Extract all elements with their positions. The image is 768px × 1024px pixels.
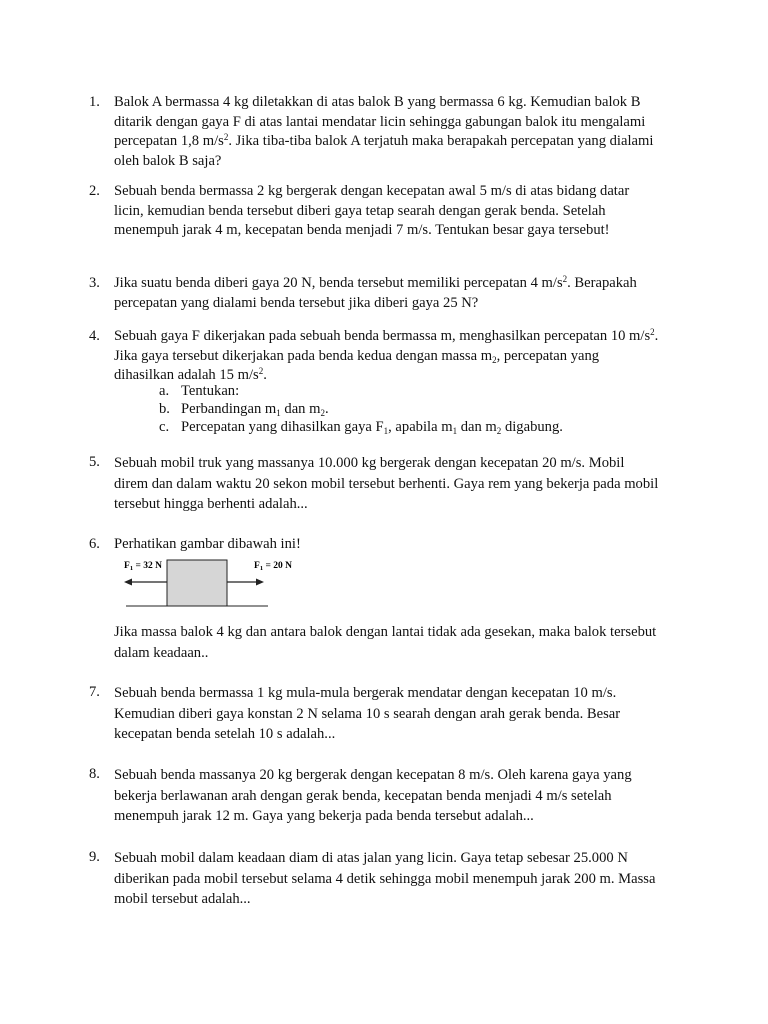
- question-number: 4.: [89, 328, 100, 344]
- text-line: ditarik dengan gaya F di atas lantai mendatar licin sehingga gabungan balok itu mengalami: [114, 113, 646, 130]
- superscript: 2: [258, 366, 264, 376]
- text-line: menempuh jarak 12 m. Gaya yang bekerja pada benda tersebut adalah...: [114, 808, 534, 824]
- text-segment: Jika suatu benda diberi gaya 20 N, benda tersebut memiliki percepatan 4 m/s: [114, 275, 563, 291]
- question-number: 9.: [89, 849, 100, 865]
- text-line: dalam keadaan..: [114, 644, 209, 661]
- text-line: Sebuah benda bermassa 2 kg bergerak dengan kecepatan awal 5 m/s di atas bidang datar: [114, 183, 630, 199]
- text-segment: dihasilkan adalah 15 m/s: [114, 367, 259, 383]
- text-segment: .: [324, 401, 329, 417]
- block: [167, 560, 227, 606]
- text-line: [114, 347, 694, 367]
- superscript: 2: [650, 327, 655, 337]
- text-line: bekerja berlawanan arah dengan gerak benda, kecepatan benda menjadi 4 m/s setelah: [114, 787, 612, 804]
- text-line: [114, 132, 694, 152]
- text-segment: .: [654, 328, 659, 344]
- right-force-label: $F_1 = 20$ N: [254, 561, 292, 572]
- text-segment: , percepatan yang: [496, 347, 600, 364]
- text-segment: , apabila m: [388, 419, 453, 435]
- text-line: Balok A bermassa 4 kg diletakkan di atas balok B yang bermassa 6 kg. Kemudian balok B: [114, 94, 641, 110]
- subscript: 1: [276, 408, 281, 418]
- text-line: kecepatan benda setelah 10 s adalah...: [114, 726, 336, 742]
- question-text: [114, 765, 694, 827]
- sub-item-text: [181, 418, 563, 438]
- left-arrowhead-icon: [124, 579, 132, 586]
- text-line: mobil tersebut adalah...: [114, 891, 251, 907]
- question-text: [114, 182, 694, 241]
- text-line: Sebuah benda bermassa 1 kg mula-mula bergerak mendatar dengan kecepatan 10 m/s.: [114, 685, 617, 701]
- question-number: 7.: [89, 684, 100, 700]
- text-line: direm dan dalam waktu 20 sekon mobil tersebut berhenti. Gaya rem yang bekerja pada mobil: [114, 475, 659, 492]
- question-number: 2.: [89, 183, 100, 199]
- text-line: menempuh jarak 4 m, kecepatan benda menjadi 7 m/s. Tentukan besar gaya tersebut!: [114, 222, 610, 238]
- superscript: 2: [562, 274, 568, 284]
- question-text: [114, 622, 694, 663]
- question-text: [114, 274, 694, 313]
- text-line: [114, 274, 694, 294]
- sub-item-letter: c.: [159, 419, 170, 435]
- question-number: 3.: [89, 275, 100, 291]
- text-segment: Sebuah gaya F dikerjakan pada sebuah benda bermassa m, menghasilkan percepatan 10 m/s: [114, 328, 651, 344]
- subscript: 1: [452, 426, 458, 436]
- text-segment: digabung.: [501, 419, 563, 435]
- text-line: percepatan yang dialami benda tersebut jika diberi gaya 25 N?: [114, 294, 479, 311]
- question-number: 5.: [89, 454, 100, 470]
- text-segment: . Jika tiba-tiba balok A terjatuh maka berapakah percepatan yang dialami: [228, 133, 654, 149]
- text-segment: Percepatan yang dihasilkan gaya F: [181, 419, 384, 435]
- text-line: Perhatikan gambar dibawah ini!: [114, 536, 301, 552]
- question-number: 1.: [89, 94, 100, 110]
- subscript: 2: [320, 408, 325, 418]
- sub-item-letter: b.: [159, 401, 170, 417]
- question-text: [114, 535, 694, 555]
- force-diagram: [118, 556, 292, 612]
- text-line: [114, 327, 694, 347]
- subscript: 2: [492, 354, 497, 365]
- sub-item-text: [181, 400, 329, 420]
- text-line: Sebuah mobil dalam keadaan diam di atas jalan yang licin. Gaya tetap sebesar 25.000 N: [114, 850, 628, 866]
- text-line: Jika massa balok 4 kg dan antara balok dengan lantai tidak ada gesekan, maka balok tersebut: [114, 624, 657, 640]
- text-line: tersebut hingga berhenti adalah...: [114, 496, 308, 512]
- question-text: [114, 683, 694, 745]
- text-segment: Jika gaya tersebut dikerjakan pada benda kedua dengan massa m: [114, 347, 493, 364]
- superscript: 2: [223, 132, 229, 142]
- question-number: 8.: [89, 766, 100, 782]
- right-arrowhead-icon: [256, 579, 264, 586]
- text-segment: .: [263, 367, 267, 383]
- question-number: 6.: [89, 536, 100, 552]
- question-text: [114, 848, 694, 910]
- sub-item-text: Tentukan:: [181, 383, 240, 399]
- subscript: 1: [383, 426, 389, 436]
- sub-item-letter: a.: [159, 383, 170, 399]
- text-line: oleh balok B saja?: [114, 152, 222, 169]
- text-segment: . Berapakah: [567, 275, 637, 291]
- text-line: Kemudian diberi gaya konstan 2 N selama 10 s searah dengan arah gerak benda. Besar: [114, 705, 621, 722]
- text-line: Sebuah benda massanya 20 kg bergerak dengan kecepatan 8 m/s. Oleh karena gaya yang: [114, 767, 632, 783]
- question-text: [114, 453, 694, 515]
- text-segment: percepatan 1,8 m/s: [114, 133, 224, 149]
- text-segment: Perbandingan m: [181, 401, 277, 417]
- text-segment: dan m: [280, 401, 321, 417]
- question-text: [114, 327, 694, 386]
- subscript: 2: [496, 426, 502, 436]
- left-force-label: $F_1 = 32$ N: [124, 561, 162, 572]
- question-text: [114, 93, 694, 171]
- text-line: diberikan pada mobil tersebut selama 4 detik sehingga mobil menempuh jarak 200 m. Massa: [114, 870, 656, 887]
- text-line: Sebuah mobil truk yang massanya 10.000 kg bergerak dengan kecepatan 20 m/s. Mobil: [114, 455, 625, 471]
- text-line: licin, kemudian benda tersebut diberi gaya tetap searah dengan gerak benda. Setelah: [114, 202, 606, 219]
- text-segment: dan m: [457, 419, 497, 435]
